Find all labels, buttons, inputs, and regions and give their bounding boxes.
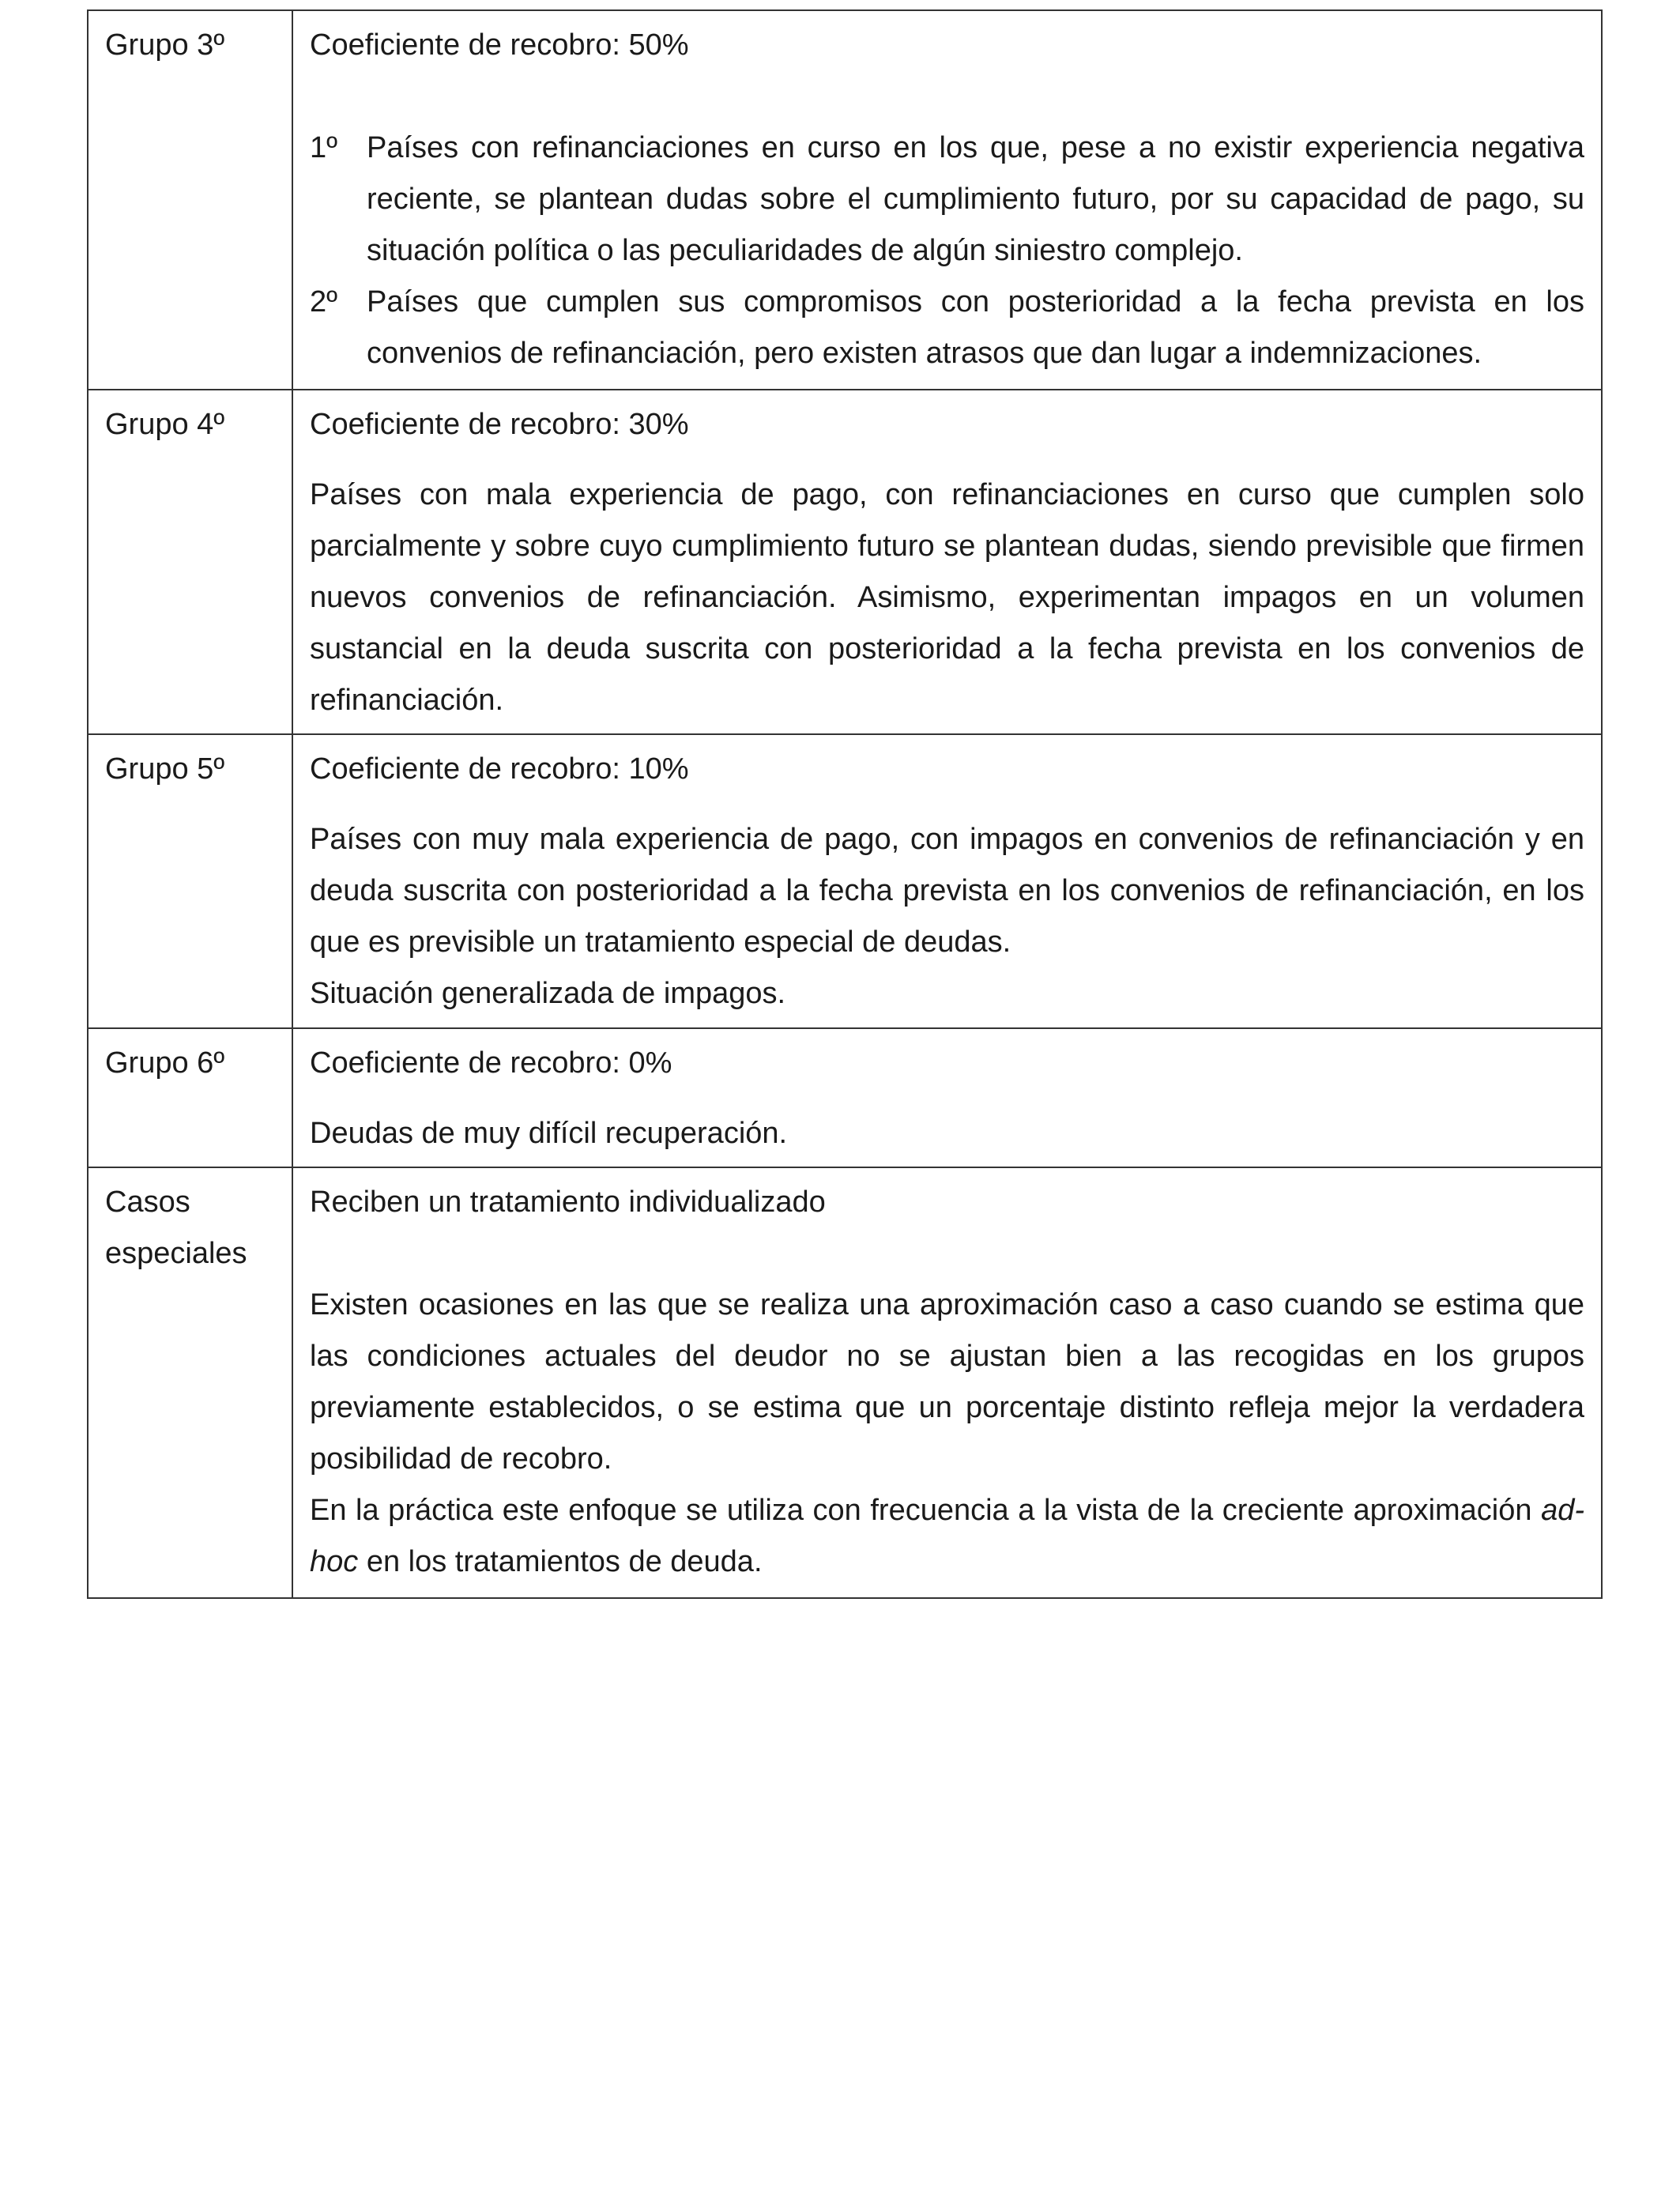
- note-suffix: en los tratamientos de deuda.: [358, 1545, 763, 1578]
- note-prefix: En la práctica este enfoque se utiliza con frecuencia a la vista de la creciente aproximación: [310, 1494, 1542, 1527]
- group-cell: [88, 390, 292, 734]
- group-description: Países con muy mala experiencia de pago, con impagos en convenios de refinanciación y en deuda suscrita con posterioridad a la fecha prevista en los convenios de refinanciación, en los que es previsible un tratamiento especial de deudas.: [310, 823, 1584, 959]
- list-item-number: 2º: [310, 285, 338, 319]
- recovery-coefficient: Coeficiente de recobro: 10%: [310, 752, 689, 786]
- numbered-list: [310, 123, 1584, 379]
- recovery-coefficient-table: [87, 9, 1603, 1599]
- group-cell: [88, 10, 292, 390]
- description-cell: [292, 734, 1602, 1028]
- group-description-note: Situación generalizada de impagos.: [310, 977, 786, 1010]
- recovery-coefficient: Coeficiente de recobro: 0%: [310, 1046, 672, 1080]
- group-cell: [88, 1028, 292, 1167]
- recovery-coefficient: Coeficiente de recobro: 50%: [310, 28, 689, 62]
- group-description: Países con mala experiencia de pago, con refinanciaciones en curso que cumplen solo parcialmente y sobre cuyo cumplimiento futuro se plantean dudas, siendo previsible que firmen nuevos convenios de refinanciación. Asimismo, experimentan impagos en un volumen sustancial en la deuda suscrita con posterioridad a la fecha prevista en los convenios de refinanciación.: [310, 478, 1584, 717]
- group-description: Existen ocasiones en las que se realiza una aproximación caso a caso cuando se estima que las condiciones actuales del deudor no se ajustan bien a las recogidas en los grupos previamente establecidos, o se estima que un porcentaje distinto refleja mejor la verdadera posibilidad de recobro.: [310, 1288, 1584, 1476]
- list-item-text: Países con refinanciaciones en curso en los que, pese a no existir experiencia negativa reciente, se plantean dudas sobre el cumplimiento futuro, por su capacidad de pago, su situación política o las peculiaridades de algún siniestro complejo.: [367, 131, 1584, 267]
- list-item: [310, 277, 1584, 379]
- description-cell: [292, 390, 1602, 734]
- group-label: Grupo 4º: [105, 408, 225, 441]
- group-description: Deudas de muy difícil recuperación.: [310, 1117, 788, 1150]
- group-label-line-1: Casos: [105, 1186, 190, 1219]
- table-row: [88, 10, 1602, 390]
- table-row: [88, 1167, 1602, 1598]
- group-cell: [88, 1167, 292, 1598]
- group-label: Grupo 5º: [105, 752, 225, 786]
- group-label-line-2: especiales: [105, 1237, 247, 1270]
- description-cell: [292, 1167, 1602, 1598]
- list-item-text: Países que cumplen sus compromisos con posterioridad a la fecha prevista en los convenios de refinanciación, pero existen atrasos que dan lugar a indemnizaciones.: [367, 285, 1584, 370]
- description-cell: [292, 10, 1602, 390]
- table-row: [88, 1028, 1602, 1167]
- list-item: [310, 123, 1584, 277]
- group-description-note: [310, 1485, 1584, 1588]
- table-row: [88, 734, 1602, 1028]
- group-label: [105, 1177, 275, 1280]
- group-cell: [88, 734, 292, 1028]
- note-italic-term: ad-hoc: [310, 1494, 1584, 1578]
- recovery-coefficient: Coeficiente de recobro: 30%: [310, 408, 689, 441]
- special-treatment-note: Reciben un tratamiento individualizado: [310, 1186, 826, 1219]
- list-item-number: 1º: [310, 131, 338, 164]
- group-label: Grupo 3º: [105, 28, 225, 62]
- group-label: Grupo 6º: [105, 1046, 225, 1080]
- description-cell: [292, 1028, 1602, 1167]
- table-row: [88, 390, 1602, 734]
